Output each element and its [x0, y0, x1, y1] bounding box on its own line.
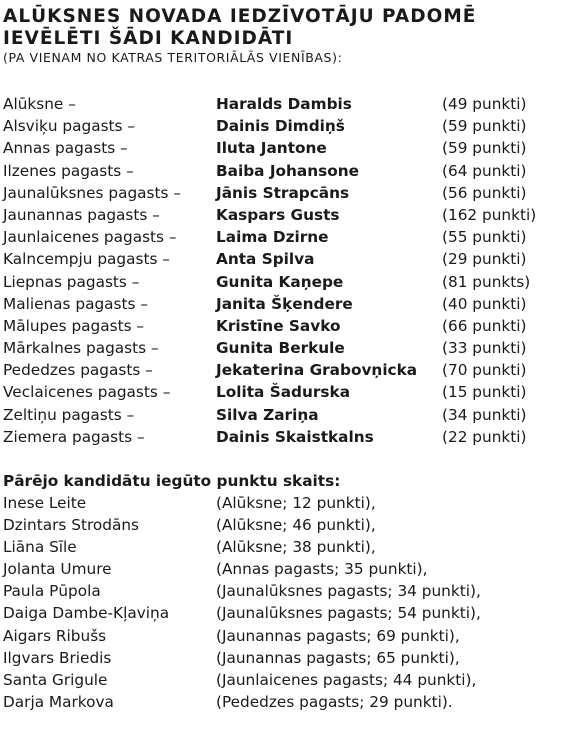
points: (162 punkti) [442, 205, 537, 224]
other-candidate-row [3, 580, 566, 602]
candidate-name: Liāna Sīle [3, 538, 77, 557]
candidate-name: Aigars Ribušs [3, 626, 107, 645]
points: (55 punkti) [442, 228, 527, 247]
other-candidate-row [3, 691, 566, 713]
candidate-detail: (Alūksne; 38 punkti), [216, 538, 376, 557]
candidate-name: Daiga Dambe-Kļaviņa [3, 604, 170, 623]
elected-row [3, 226, 566, 248]
elected-row [3, 293, 566, 315]
territory: Jaunlaicenes pagasts – [3, 228, 177, 247]
points: (40 punkti) [442, 294, 527, 313]
candidate-detail: (Alūksne; 46 punkti), [216, 516, 376, 535]
candidate-name: Iluta Jantone [216, 139, 327, 158]
points: (15 punkti) [442, 383, 527, 402]
elected-row [3, 359, 566, 381]
points: (59 punkti) [442, 117, 527, 136]
territory: Mārkalnes pagasts – [3, 339, 159, 358]
candidate-name: Lolita Šadurska [216, 383, 351, 402]
candidate-detail: (Annas pagasts; 35 punkti), [216, 560, 428, 579]
points: (59 punkti) [442, 139, 527, 158]
other-candidate-row [3, 669, 566, 691]
elected-row [3, 426, 566, 448]
candidate-name: Dainis Dimdiņš [216, 117, 345, 136]
candidate-name: Laima Dzirne [216, 228, 329, 247]
territory: Kalncempju pagasts – [3, 250, 170, 269]
candidate-name: Dainis Skaistkalns [216, 427, 374, 446]
candidate-detail: (Jaunalūksnes pagasts; 34 punkti), [216, 582, 481, 601]
candidate-detail: (Pededzes pagasts; 29 punkti). [216, 692, 453, 711]
territory: Malienas pagasts – [3, 294, 148, 313]
candidate-name: Kristīne Savko [216, 316, 341, 335]
territory: Ilzenes pagasts – [3, 161, 134, 180]
territory: Liepnas pagasts – [3, 272, 140, 291]
others-list [3, 492, 566, 713]
territory: Annas pagasts – [3, 139, 128, 158]
candidate-name: Gunita Kaņepe [216, 272, 344, 291]
territory: Jaunannas pagasts – [3, 205, 160, 224]
elected-row [3, 404, 566, 426]
other-candidate-row [3, 492, 566, 514]
points: (29 punkti) [442, 250, 527, 269]
other-candidate-row [3, 558, 566, 580]
candidate-name: Gunita Berkule [216, 339, 345, 358]
others-heading: Pārējo kandidātu iegūto punktu skaits: [3, 472, 341, 490]
candidate-name: Santa Grigule [3, 670, 108, 689]
elected-row [3, 381, 566, 403]
points: (34 punkti) [442, 405, 527, 424]
candidate-detail: (Jaunannas pagasts; 65 punkti), [216, 648, 460, 667]
points: (81 punkts) [442, 272, 531, 291]
elected-row [3, 115, 566, 137]
territory: Ziemera pagasts – [3, 427, 145, 446]
candidate-name: Silva Zariņa [216, 405, 319, 424]
candidate-name: Jekaterina Grabovņicka [216, 361, 418, 380]
article [3, 6, 566, 711]
territory: Alūksne – [3, 95, 76, 113]
candidate-name: Paula Pūpola [3, 582, 101, 601]
candidate-detail: (Alūksne; 12 punkti), [216, 494, 376, 512]
elected-row [3, 137, 566, 159]
points: (33 punkti) [442, 339, 527, 358]
points: (49 punkti) [442, 95, 527, 113]
other-candidate-row [3, 602, 566, 624]
title-line-2: IEVĒLĒTI ŠĀDI KANDIDĀTI [3, 28, 294, 49]
points: (66 punkti) [442, 316, 527, 335]
elected-row [3, 271, 566, 293]
elected-row [3, 315, 566, 337]
points: (22 punkti) [442, 427, 527, 446]
elected-row [3, 160, 566, 182]
candidate-name: Darja Markova [3, 692, 114, 711]
territory: Zeltiņu pagasts – [3, 405, 135, 424]
territory: Pededzes pagasts – [3, 361, 153, 380]
territory: Veclaicenes pagasts – [3, 383, 171, 402]
territory: Mālupes pagasts – [3, 316, 145, 335]
candidate-name: Dzintars Strodāns [3, 516, 140, 535]
other-candidate-row [3, 536, 566, 558]
candidate-name: Anta Spilva [216, 250, 315, 269]
title-line-1: ALŪKSNES NOVADA IEDZĪVOTĀJU PADOMĒ [3, 6, 477, 27]
candidate-detail: (Jaunlaicenes pagasts; 44 punkti), [216, 670, 477, 689]
candidate-detail: (Jaunannas pagasts; 69 punkti), [216, 626, 460, 645]
subtitle: (PA VIENAM NO KATRAS TERITORIĀLĀS VIENĪBAS): [3, 50, 343, 65]
candidate-name: Ilgvars Briedis [3, 648, 112, 667]
candidate-detail: (Jaunalūksnes pagasts; 54 punkti), [216, 604, 481, 623]
candidate-name: Jānis Strapcāns [216, 183, 350, 202]
candidate-name: Kaspars Gusts [216, 205, 340, 224]
candidate-name: Haralds Dambis [216, 95, 352, 113]
other-candidate-row [3, 647, 566, 669]
candidate-name: Jolanta Umure [3, 560, 112, 579]
other-candidate-row [3, 514, 566, 536]
elected-row [3, 248, 566, 270]
points: (70 punkti) [442, 361, 527, 380]
territory: Alsviķu pagasts – [3, 117, 136, 136]
elected-row [3, 93, 566, 115]
points: (64 punkti) [442, 161, 527, 180]
candidate-name: Janita Šķendere [216, 294, 353, 313]
elected-row [3, 337, 566, 359]
candidate-name: Inese Leite [3, 494, 87, 512]
points: (56 punkti) [442, 183, 527, 202]
elected-list [3, 93, 566, 448]
candidate-name: Baiba Johansone [216, 161, 360, 180]
elected-row [3, 204, 566, 226]
territory: Jaunalūksnes pagasts – [3, 183, 181, 202]
other-candidate-row [3, 625, 566, 647]
elected-row [3, 182, 566, 204]
